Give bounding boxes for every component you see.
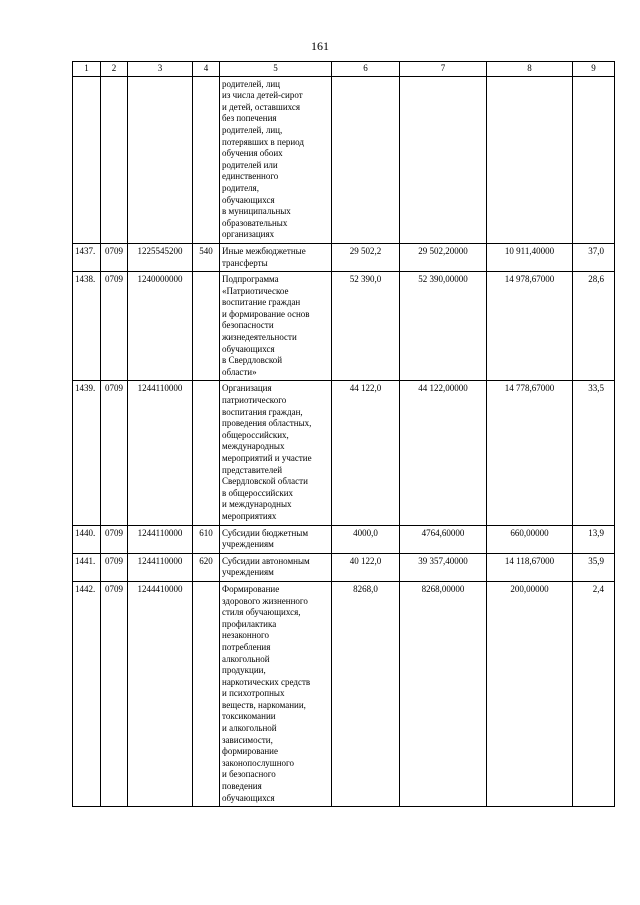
item-name-line: трансферты <box>222 257 268 268</box>
executed-amount-cell: 14 118,67000 <box>487 553 573 581</box>
item-name-line: родителей, лиц <box>222 78 280 89</box>
section-code-cell: 0709 <box>101 272 128 381</box>
item-name-line: учреждениям <box>222 539 274 550</box>
row-number-cell: 1438. <box>73 272 101 381</box>
execution-percent-cell: 13,9 <box>573 525 615 553</box>
item-name-line: потерявших в период <box>222 136 304 147</box>
approved-amount-cell: 29 502,2 <box>332 243 400 271</box>
section-code-cell: 0709 <box>101 581 128 806</box>
item-name-line: жизнедеятельности <box>222 332 297 343</box>
column-header: 3 <box>128 62 193 77</box>
item-name-line: мероприятий и участие <box>222 453 312 463</box>
item-name-line: незаконного <box>222 630 269 641</box>
column-header: 4 <box>193 62 220 77</box>
revised-amount-cell: 39 357,40000 <box>400 553 487 581</box>
table-row <box>73 553 615 581</box>
item-name-line: родителей или <box>222 159 278 170</box>
item-name-line: обучающихся <box>222 194 275 205</box>
executed-amount-cell: 10 911,40000 <box>487 243 573 271</box>
item-name-line: и формирование основ <box>222 308 310 319</box>
row-number-cell: 1439. <box>73 381 101 525</box>
item-name-line: наркотических средств <box>222 676 311 687</box>
item-name-line: и безопасного <box>222 769 276 780</box>
execution-percent-cell: 33,5 <box>573 381 615 525</box>
item-name-line: воспитания граждан, <box>222 406 303 417</box>
item-name-line: патриотического <box>222 395 287 406</box>
item-name-line: здорового жизненного <box>222 595 308 606</box>
item-name-line: единственного <box>222 171 279 182</box>
expense-type-cell: 540 <box>193 243 220 271</box>
column-header: 6 <box>332 62 400 77</box>
item-name-line: учреждениям <box>222 567 274 578</box>
item-name-line: родителей, лиц, <box>222 124 283 135</box>
target-article-cell: 1244410000 <box>128 581 193 806</box>
execution-percent-cell: 28,6 <box>573 272 615 381</box>
revised-amount-cell: 52 390,00000 <box>400 272 487 381</box>
column-header-row <box>73 62 615 77</box>
executed-amount-cell: 200,00000 <box>487 581 573 806</box>
execution-percent-cell <box>573 76 615 243</box>
item-name-line: и алкогольной <box>222 723 277 734</box>
item-name-line: Организация <box>222 383 272 394</box>
item-name-line: профилактика <box>222 618 277 629</box>
target-article-cell: 1225545200 <box>128 243 193 271</box>
expense-type-cell <box>193 381 220 525</box>
section-code-cell: 0709 <box>101 243 128 271</box>
table-row <box>73 243 615 271</box>
item-name-line: в общероссийских <box>222 487 294 498</box>
item-name-line: обучающихся <box>222 792 275 803</box>
item-name-cell <box>220 553 332 581</box>
item-name-cell <box>220 381 332 525</box>
execution-percent-cell: 37,0 <box>573 243 615 271</box>
item-name-line: зависимости, <box>222 734 273 745</box>
executed-amount-cell: 14 978,67000 <box>487 272 573 381</box>
item-name-line: продукции, <box>222 665 266 676</box>
item-name-line: алкогольной <box>222 653 270 664</box>
row-number-cell: 1441. <box>73 553 101 581</box>
row-number-cell <box>73 76 101 243</box>
item-name-line: Формирование <box>222 583 280 594</box>
approved-amount-cell <box>332 76 400 243</box>
expense-type-cell <box>193 76 220 243</box>
item-name-line: Субсидии бюджетным <box>222 527 309 538</box>
expense-type-cell: 620 <box>193 553 220 581</box>
revised-amount-cell: 4764,60000 <box>400 525 487 553</box>
item-name-line: проведения областных, <box>222 418 312 429</box>
item-name-line: общероссийских, <box>222 429 289 440</box>
expense-type-cell: 610 <box>193 525 220 553</box>
item-name-line: и психотропных <box>222 688 285 699</box>
item-name-line: международных <box>222 441 285 452</box>
item-name-line: обучающихся <box>222 343 275 354</box>
item-name-line: в муниципальных <box>222 206 291 217</box>
table-row <box>73 381 615 525</box>
column-header: 9 <box>573 62 615 77</box>
item-name-line: обучения обоих <box>222 148 283 159</box>
item-name-line: «Патриотическое <box>222 285 289 296</box>
item-name-line: воспитание граждан <box>222 297 301 308</box>
item-name-line: законопослушного <box>222 757 295 768</box>
target-article-cell: 1244110000 <box>128 553 193 581</box>
item-name-cell <box>220 243 332 271</box>
item-name-line: поведения <box>222 781 262 792</box>
execution-percent-cell: 2,4 <box>573 581 615 806</box>
section-code-cell: 0709 <box>101 525 128 553</box>
item-name-cell <box>220 76 332 243</box>
item-name-line: мероприятиях <box>222 510 277 521</box>
table-row <box>73 525 615 553</box>
item-name-line: Подпрограмма <box>222 274 279 285</box>
page-number: 161 <box>311 39 329 53</box>
approved-amount-cell: 8268,0 <box>332 581 400 806</box>
table-row <box>73 581 615 806</box>
item-name-line: и международных <box>222 499 292 510</box>
revised-amount-cell: 29 502,20000 <box>400 243 487 271</box>
item-name-line: организациях <box>222 229 275 240</box>
item-name-line: и детей, оставшихся <box>222 101 301 112</box>
approved-amount-cell: 52 390,0 <box>332 272 400 381</box>
executed-amount-cell <box>487 76 573 243</box>
revised-amount-cell: 44 122,00000 <box>400 381 487 525</box>
item-name-line: Субсидии автономным <box>222 555 310 566</box>
approved-amount-cell: 4000,0 <box>332 525 400 553</box>
column-header: 2 <box>101 62 128 77</box>
row-number-cell: 1442. <box>73 581 101 806</box>
budget-table <box>72 61 615 807</box>
revised-amount-cell: 8268,00000 <box>400 581 487 806</box>
item-name-cell <box>220 581 332 806</box>
expense-type-cell <box>193 272 220 381</box>
item-name-line: в Свердловской <box>222 355 283 366</box>
item-name-line: токсикомании <box>222 711 276 722</box>
item-name-line: стиля обучающихся, <box>222 607 301 618</box>
section-code-cell <box>101 76 128 243</box>
table-row <box>73 76 615 243</box>
item-name-cell <box>220 525 332 553</box>
column-header: 8 <box>487 62 573 77</box>
execution-percent-cell: 35,9 <box>573 553 615 581</box>
row-number-cell: 1437. <box>73 243 101 271</box>
item-name-line: из числа детей-сирот <box>222 90 303 101</box>
executed-amount-cell: 660,00000 <box>487 525 573 553</box>
target-article-cell <box>128 76 193 243</box>
item-name-line: Иные межбюджетные <box>222 245 306 256</box>
approved-amount-cell: 40 122,0 <box>332 553 400 581</box>
item-name-cell <box>220 272 332 381</box>
target-article-cell: 1244110000 <box>128 381 193 525</box>
section-code-cell: 0709 <box>101 553 128 581</box>
item-name-line: веществ, наркомании, <box>222 699 306 710</box>
approved-amount-cell: 44 122,0 <box>332 381 400 525</box>
column-header: 1 <box>73 62 101 77</box>
executed-amount-cell: 14 778,67000 <box>487 381 573 525</box>
item-name-line: образовательных <box>222 217 288 228</box>
item-name-line: представителей <box>222 464 283 475</box>
expense-type-cell <box>193 581 220 806</box>
column-header: 5 <box>220 62 332 77</box>
table-row <box>73 272 615 381</box>
item-name-line: безопасности <box>222 320 274 331</box>
item-name-line: формирование <box>222 746 278 757</box>
item-name-line: Свердловской области <box>222 476 308 487</box>
column-header: 7 <box>400 62 487 77</box>
item-name-line: родителя, <box>222 182 259 193</box>
section-code-cell: 0709 <box>101 381 128 525</box>
revised-amount-cell <box>400 76 487 243</box>
row-number-cell: 1440. <box>73 525 101 553</box>
target-article-cell: 1244110000 <box>128 525 193 553</box>
item-name-line: потребления <box>222 641 271 652</box>
target-article-cell: 1240000000 <box>128 272 193 381</box>
item-name-line: области» <box>222 366 257 377</box>
item-name-line: без попечения <box>222 113 277 124</box>
